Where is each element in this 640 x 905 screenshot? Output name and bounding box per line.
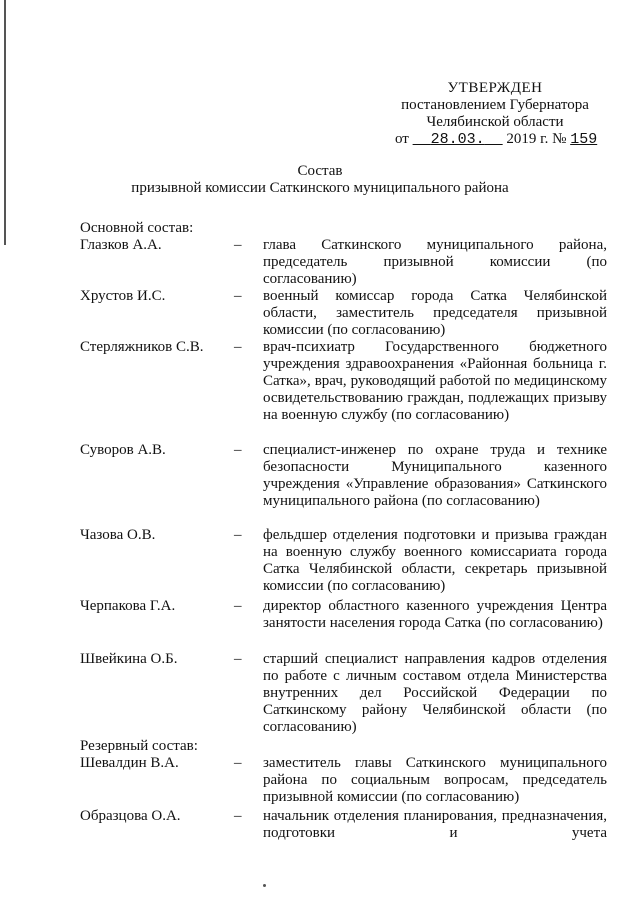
member-description: фельдшер отделения подготовки и призыва граждан на военную службу военного комиссариата города Сатка Челябинской области, секретарь призывной комиссии (по согласованию) xyxy=(263,527,607,594)
scan-dot xyxy=(263,884,266,887)
member-description: специалист-инженер по охране труда и технике безопасности Муниципального казенного учреждения «Управление образования» Саткинского муниципального района (по согласованию) xyxy=(263,442,607,509)
approval-line-2: Челябинской области xyxy=(426,114,564,130)
member-name: Суворов А.В. xyxy=(80,442,166,458)
dash: – xyxy=(234,651,242,667)
member-name: Образцова О.А. xyxy=(80,808,181,824)
reserve-section-heading: Резервный состав: xyxy=(80,738,198,754)
member-name: Чазова О.В. xyxy=(80,527,156,543)
member-name: Черпакова Г.А. xyxy=(80,598,176,614)
member-description: директор областного казенного учреждения Центра занятости населения города Сатка (по согласованию) xyxy=(263,598,607,631)
member-name: Хрустов И.С. xyxy=(80,288,166,304)
year-label: 2019 г. № xyxy=(506,131,567,147)
doc-number: 159 xyxy=(570,131,598,148)
member-name: Стерляжников С.В. xyxy=(80,339,204,355)
dash: – xyxy=(234,442,242,458)
title-line-2: призывной комиссии Саткинского муниципального района xyxy=(131,180,509,196)
dash: – xyxy=(234,288,242,304)
main-section-heading: Основной состав: xyxy=(80,220,194,236)
dash: – xyxy=(234,808,242,824)
date-value: 28.03. xyxy=(430,131,485,148)
member-description: начальник отделения планирования, предназначения, подготовки и учета xyxy=(263,808,607,841)
approval-title: УТВЕРЖДЕН xyxy=(447,80,543,96)
scan-edge-line xyxy=(4,0,6,245)
dash: – xyxy=(234,237,242,253)
member-description: глава Саткинского муниципального района, председатель призывной комиссии (по согласованию) xyxy=(263,237,607,287)
member-description: старший специалист направления кадров отделения по работе с личным составом отдела Министерства внутренних дел Российской Федерации по Саткинскому району Челябинской области (по согласованию) xyxy=(263,651,607,735)
member-description: военный комиссар города Сатка Челябинской области, заместитель председателя призывной комиссии (по согласованию) xyxy=(263,288,607,338)
member-name: Глазков А.А. xyxy=(80,237,162,253)
member-description: врач-психиатр Государственного бюджетного учреждения здравоохранения «Районная больница г. Сатка», врач, руководящий работой по медицинскому освидетельствованию граждан, подлежащих призыву на военную службу (по согласованию) xyxy=(263,339,607,423)
dash: – xyxy=(234,527,242,543)
member-name: Шевалдин В.А. xyxy=(80,755,179,771)
member-name: Швейкина О.Б. xyxy=(80,651,178,667)
approval-block xyxy=(395,80,598,148)
title-line-1: Состав xyxy=(297,163,343,179)
document-title xyxy=(0,163,640,197)
approval-date-line xyxy=(395,131,598,148)
dash: – xyxy=(234,339,242,355)
member-description: заместитель главы Саткинского муниципального района по социальным вопросам, председатель призывной комиссии (по согласованию) xyxy=(263,755,607,805)
dash: – xyxy=(234,755,242,771)
dash: – xyxy=(234,598,242,614)
date-prefix: от xyxy=(395,131,409,147)
approval-line-1: постановлением Губернатора xyxy=(401,97,589,113)
